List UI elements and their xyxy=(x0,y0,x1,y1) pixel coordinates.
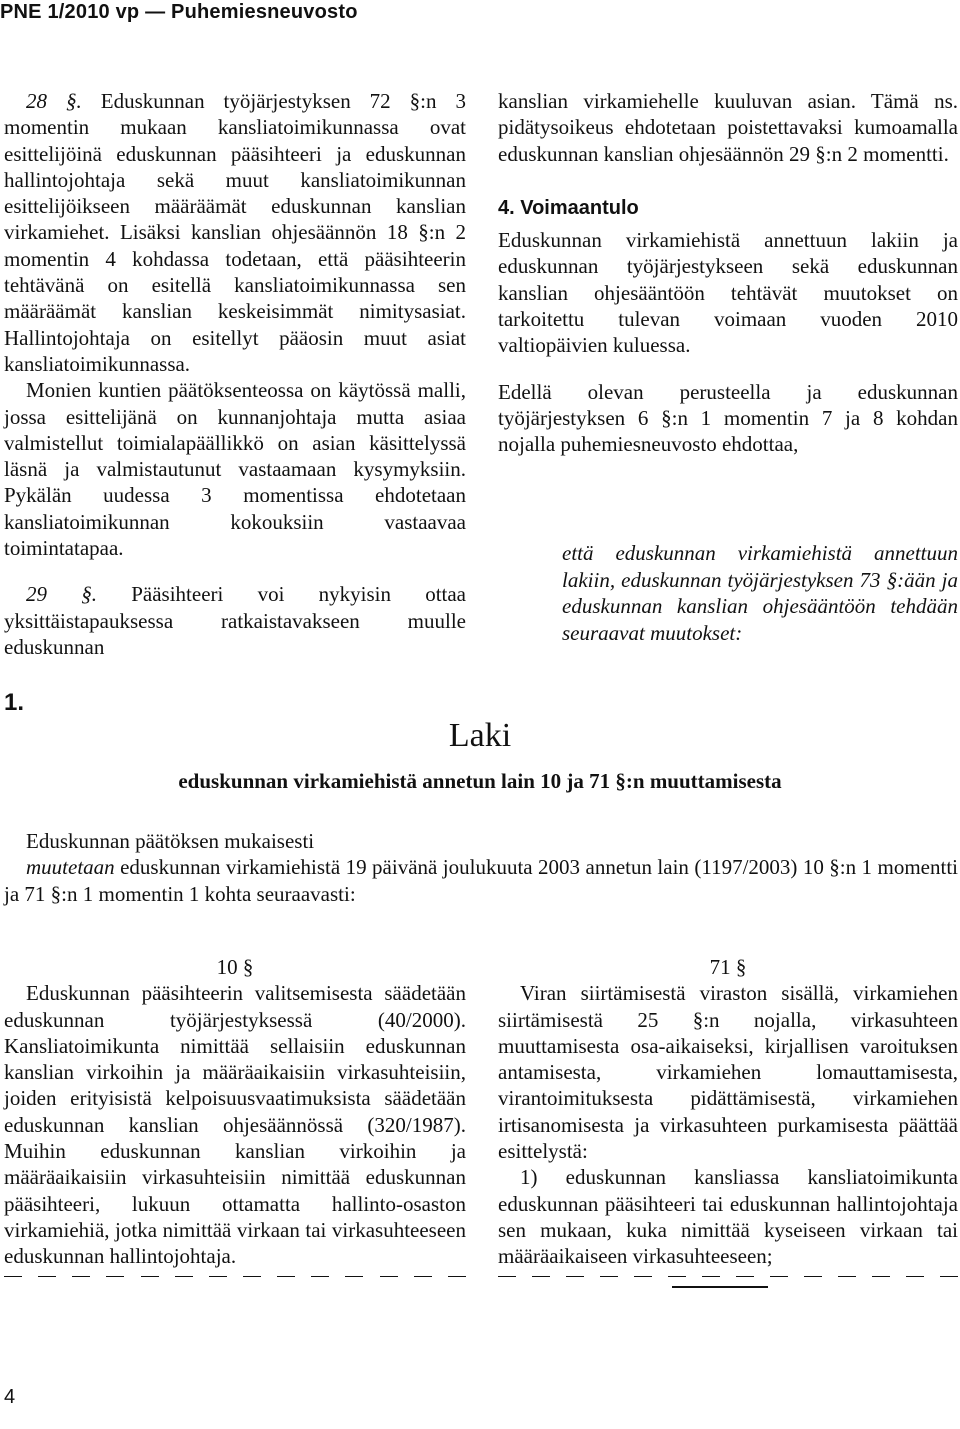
paragraph-28-text: Eduskunnan työjärjestyksen 72 §:n 3 momentin mukaan kansliatoimikunnassa ovat esittelijöinä eduskunnan pääsihteeri ja eduskunnan hallintojohtaja sekä muut kansliatoimikunnan esittelijöikseen määräämät eduskunnan kanslian virkamiehet. Lisäksi kanslian ohjesäännön 18 §:n 2 momentin 4 kohdassa todetaan, että pääsihteerin tehtävänä on esitellä kansliatoimikunnassa sen määräämät kanslian keskeisimmät nimitysasiat. Hallintojohtaja on esitellyt pääosin muut asiat kansliatoimikunnassa. xyxy=(4,89,467,376)
law-subtitle: eduskunnan virkamiehistä annetun lain 10 ja 71 §:n muuttamisesta xyxy=(178,769,782,793)
paragraph-entry-into-force: Eduskunnan virkamiehistä annettuun lakiin ja eduskunnan työjärjestykseen sekä eduskunnan kanslian ohjesääntöön tehtävät muutokset on tarkoitettu tulevan voimaan vuoden 2010 valtiopäivien kuluessa. xyxy=(498,228,958,358)
section-10 xyxy=(4,954,466,1277)
section-ref-28: 28 §. xyxy=(26,89,82,113)
section-10-heading: 10 § xyxy=(216,955,254,979)
omission-dashes-left xyxy=(4,1276,466,1278)
law-intro xyxy=(4,828,958,907)
paragraph-proposal: Edellä olevan perusteella ja eduskunnan työjärjestyksen 6 §:n 1 momentin 7 ja 8 kohdan nojalla puhemiesneuvosto ehdottaa, xyxy=(498,379,958,457)
section-heading-entry-into-force: 4. Voimaantulo xyxy=(498,196,639,219)
law-number: 1. xyxy=(4,689,25,716)
end-rule xyxy=(672,1286,768,1288)
paragraph-29 xyxy=(4,581,466,660)
paragraph-municipal-model: Monien kuntien päätöksenteossa on käytössä malli, jossa esittelijänä on kunnanjohtaja mutta asiaa valmistellut toimialapäällikkö on asian käsittelyssä läsnä ja valmistautunut vastaamaan kysymyksiin. Pykälän uudessa 3 momentissa ehdotetaan kansliatoimikunnan kokouksiin vastaavaa toimintatapaa. xyxy=(4,378,466,561)
section-71-item-1: 1) eduskunnan kansliassa kansliatoimikunta eduskunnan pääsihteeri tai eduskunnan hallintojohtaja sen mukaan, kuka nimittää kyseiseen virkaan tai määräaikaiseen virkasuhteeseen; xyxy=(498,1165,958,1269)
section-ref-29: 29 §. xyxy=(26,582,97,607)
paragraph-29-text: Pääsihteeri voi nykyisin ottaa yksittäistapauksessa ratkaistavakseen muulle eduskunnan xyxy=(4,582,467,659)
section-10-text: Eduskunnan pääsihteerin valitsemisesta säädetään eduskunnan työjärjestyksessä (40/2000). Kansliatoimikunta nimittää sellaisiin eduskunnan kanslian virkoihin ja määräaikaisiin virkasuhteisiin, joiden erityisistä kelpoisuusvaatimuksista säädetään eduskunnan kanslian ohjesäännössä (320/1987). Muihin eduskunnan kanslian virkoihin ja määräaikaisiin virkasuhteisiin nimittää eduskunnan pääsihteeri, lukuun ottamatta hallinto-osaston virkamiehiä, jotka nimittää virkaan tai virkasuhteeseen eduskunnan hallintojohtaja. xyxy=(4,981,466,1269)
law-intro-verb: muutetaan xyxy=(26,855,115,880)
right-column xyxy=(498,88,958,458)
section-71-text: Viran siirtämisestä viraston sisällä, virkamiehen siirtämisestä 25 §:n nojalla, virkasuhteen muuttamisesta osa-aikaiseksi, kirjallisen varoituksen antamisesta, virkamiehen lomauttamisesta, virantoimituksesta pidättämisestä, virkamiehen irtisanomisesta ja virkasuhteen purkamisesta päättää esittelystä: xyxy=(498,981,958,1164)
omission-dashes-right xyxy=(498,1276,958,1278)
law-title: Laki xyxy=(448,717,512,754)
law-intro-line1: Eduskunnan päätöksen mukaisesti xyxy=(26,829,315,853)
law-intro-body xyxy=(4,854,958,907)
section-71-heading: 71 § xyxy=(709,955,747,979)
paragraph-28 xyxy=(4,88,466,377)
page-header: PNE 1/2010 vp — Puhemiesneuvosto xyxy=(0,1,358,23)
left-column xyxy=(4,88,466,660)
page-number: 4 xyxy=(4,1386,16,1408)
section-71 xyxy=(498,954,958,1277)
proposal-quote: että eduskunnan virkamiehistä annettuun lakiin, eduskunnan työjärjestyksen 73 §:ään ja eduskunnan kanslian ohjesääntöön tehdään seuraavat muutokset: xyxy=(562,541,958,645)
paragraph-retention-right: kanslian virkamiehelle kuuluvan asian. Tämä ns. pidätysoikeus ehdotetaan poistettavaksi kumoamalla eduskunnan kanslian ohjesäännön 29 §:n 2 momentti. xyxy=(498,89,958,166)
law-intro-rest: eduskunnan virkamiehistä 19 päivänä joulukuuta 2003 annetun lain (1197/2003) 10 §:n 1 momentti ja 71 §:n 1 momentin 1 kohta seuraavasti: xyxy=(4,855,958,906)
